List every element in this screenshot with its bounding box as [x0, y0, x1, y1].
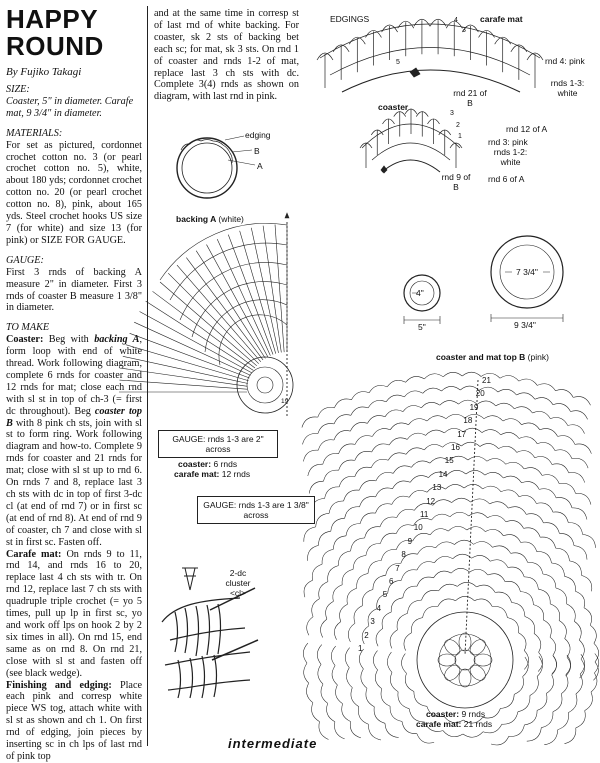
round-number: 17: [457, 429, 467, 439]
coaster-edging-title: coaster: [378, 102, 409, 112]
round-number: 16: [451, 443, 460, 452]
dim-5in: 5": [418, 322, 426, 332]
round-number: 11: [420, 510, 429, 519]
mat-edge-num-4: 4: [454, 17, 458, 24]
instructions-continued: and at the same time in corresp st of last rnd of white backing. For coaster, sk 2 sts of backing bet each sc; for mat, sk 3 sts. On rnd 1 of coaster and rnds 1-2 of mat, replace last 3 ch sts with dc. Complete 3(4) rnds as shown on diagram, with last rnd in pink.: [154, 8, 299, 103]
backing-mat-label: carafe mat:: [174, 469, 220, 479]
top-b-mat-value: 21 rnds: [463, 719, 493, 729]
size-heading: SIZE:: [6, 84, 30, 95]
rnds13-white-label: rnds 1-3: white: [550, 78, 585, 98]
coaster-top-b-ref: coaster top B: [6, 405, 142, 429]
gauge-text: First 3 rnds of backing A measure 2" in diameter. First 3 rnds of coaster B measure 1 3/8" in diameter.: [6, 266, 142, 314]
byline: By Fujiko Takagi: [6, 66, 82, 78]
round-number: 18: [463, 416, 473, 426]
coaster-text-c: with 8 pink ch sts, join with sl st to form ring. Work following diagram and how-to. Complete 9 rnds for coaster and 21 rnds for mat; close with sl st up to rnd 6. On rnds 7 and 8, replace last 3 ch sts with dc in top of first 3-dc cl (at end of rnd 7) or in first sc (at end of rnd 8). At end of rnd 9 of coaster, ch 7 and close with sl st in first sc. Fasten off.: [6, 417, 142, 548]
finishing-label: Finishing and edging:: [6, 679, 112, 691]
a-label: A: [257, 161, 263, 171]
top-b-mat-rnds: [416, 719, 492, 729]
backing-mat-rnds: [174, 469, 250, 479]
top-b-coaster-rnds: [426, 709, 485, 719]
round-number: 7: [395, 563, 400, 573]
rnd12-a-label: rnd 12 of A: [506, 124, 548, 134]
gauge-box-top-b: GAUGE: rnds 1-3 are 1 3/8" across: [197, 496, 315, 524]
carafe-label: Carafe mat:: [6, 548, 62, 560]
size-circle-mat: [491, 236, 563, 322]
coaster-edge-num-3: 3: [450, 110, 454, 117]
size-circle-coaster: [404, 275, 440, 324]
coaster-label: Coaster:: [6, 334, 44, 346]
top-b-coaster-value: 9 rnds: [461, 709, 486, 719]
coaster-text-a: Beg with: [48, 334, 95, 346]
round-number: 20: [475, 389, 485, 399]
round-number: 12: [426, 496, 436, 506]
title-line-1: HAPPY: [6, 4, 99, 34]
top-b-color: (pink): [527, 352, 549, 362]
round-number: 10: [413, 523, 423, 533]
backing-a-chart: [119, 213, 293, 418]
rnd4-pink-label: rnd 4: pink: [545, 56, 585, 66]
coaster-edge-num-1: 1: [458, 133, 462, 140]
rnd9-b-label: rnd 9 of B: [441, 172, 471, 192]
round-number: 19: [469, 402, 479, 412]
size-text: Coaster, 5" in diameter. Carafe mat, 9 3/4" in diameter.: [6, 95, 134, 119]
dim-9-3-4in: 9 3/4": [514, 320, 536, 330]
backing-a-ref: backing A: [94, 334, 140, 346]
backing-coaster-label: coaster:: [178, 459, 212, 469]
title-line-2: ROUND: [6, 31, 104, 61]
edging-coaster-arc: [360, 109, 462, 173]
rnd21-b-label: rnd 21 of B: [453, 88, 487, 108]
top-b-coaster-label: coaster:: [426, 709, 460, 719]
edging-mat-arc: [317, 19, 543, 92]
top-b-mat-label: carafe mat:: [416, 719, 462, 729]
round-number: 21: [482, 376, 491, 385]
cluster-symbol: [182, 568, 198, 590]
coaster-edge-num-2: 2: [456, 122, 460, 129]
materials-heading: MATERIALS:: [6, 127, 63, 139]
carafe-mat-edging-title: carafe mat: [480, 14, 523, 24]
finishing-text: Place each pink and corresp white piece WS tog, attach white with sl st as shown and ch 1. On first rnd of edging, join pieces by inserting sc in ch lps of last rnd of pink top: [6, 679, 142, 762]
top-b-title: [436, 352, 549, 362]
backing-a-title: [176, 214, 244, 224]
to-make-heading: TO MAKE: [6, 322, 50, 334]
backing-mat-value: 12 rnds: [221, 469, 251, 479]
cluster-label: 2-dc cluster <cl>: [225, 568, 251, 598]
materials-text: For set as pictured, cordonnet crochet cotton no. 3 (or pearl crochet cotton no. 5), white, about 180 yds; cordonnet crochet cotton no. 20 (or pearl crochet cotton no. 8), pink, about 165 yds. Steel crochet hooks US size 7 (for white) and size 13 (for pink) or SIZE FOR GAUGE.: [6, 139, 142, 246]
edgings-title: EDGINGS: [330, 14, 370, 24]
round-number: 5: [382, 590, 388, 600]
round-number: 9: [407, 536, 413, 546]
round-number: 14: [438, 469, 448, 479]
rnd6-a-label: rnd 6 of A: [488, 174, 525, 184]
round-number: 6: [389, 577, 394, 586]
b-label: B: [254, 146, 260, 156]
rnd3-pink-label: rnd 3: pink: [488, 137, 528, 147]
backing-coaster-rnds: [178, 459, 237, 469]
stitch-illustration: [162, 588, 258, 698]
mat-edge-num-3: 3: [462, 27, 466, 34]
carafe-text: On rnds 9 to 11, rnd 14, and rnds 16 to 20, replace last 4 ch sts with tr. On rnd 12, replace last 7 ch sts with quadruple triple crochet (= yo 5 times, pull up lp in first sc, yo and work off lps on hook 2 by 2 six times in all). On rnd 15, end same as on rnd 8. On rnd 21, close with sl st and fasten off (see black wedge).: [6, 548, 142, 679]
difficulty-footer: intermediate: [228, 736, 318, 751]
gauge-heading: GAUGE:: [6, 254, 44, 266]
mat-edge-num-5: 5: [396, 59, 400, 66]
round-number: 4: [376, 603, 382, 613]
edging-ring-diagram: [177, 136, 255, 198]
backing-number-19: 19: [281, 398, 289, 405]
round-number: 3: [370, 617, 375, 627]
dim-4in: 4": [416, 288, 424, 298]
backing-coaster-value: 6 rnds: [213, 459, 238, 469]
rnds12-white-label: rnds 1-2: white: [493, 147, 528, 167]
dim-7-3-4in: 7 3/4": [516, 267, 538, 277]
top-b-mesh: [302, 372, 599, 745]
coaster-text-b: , form loop with end of white thread. Work following diagram, complete 6 rnds for coaster and 12 rnds for mat; close each rnd with sl st in top of ch-3 (= first dc throughout). Beg: [6, 334, 143, 417]
round-number: 2: [364, 630, 369, 640]
edging-label: edging: [245, 130, 271, 140]
round-number: 1: [358, 644, 363, 653]
gauge-box-backing: GAUGE: rnds 1-3 are 2" across: [158, 430, 278, 458]
top-b-title-text: coaster and mat top B: [436, 352, 526, 362]
round-number: 15: [444, 456, 454, 466]
backing-a-title-text: backing A: [176, 214, 216, 224]
round-number: 8: [401, 550, 406, 560]
round-number: 13: [432, 483, 442, 493]
backing-a-color: (white): [218, 214, 244, 224]
